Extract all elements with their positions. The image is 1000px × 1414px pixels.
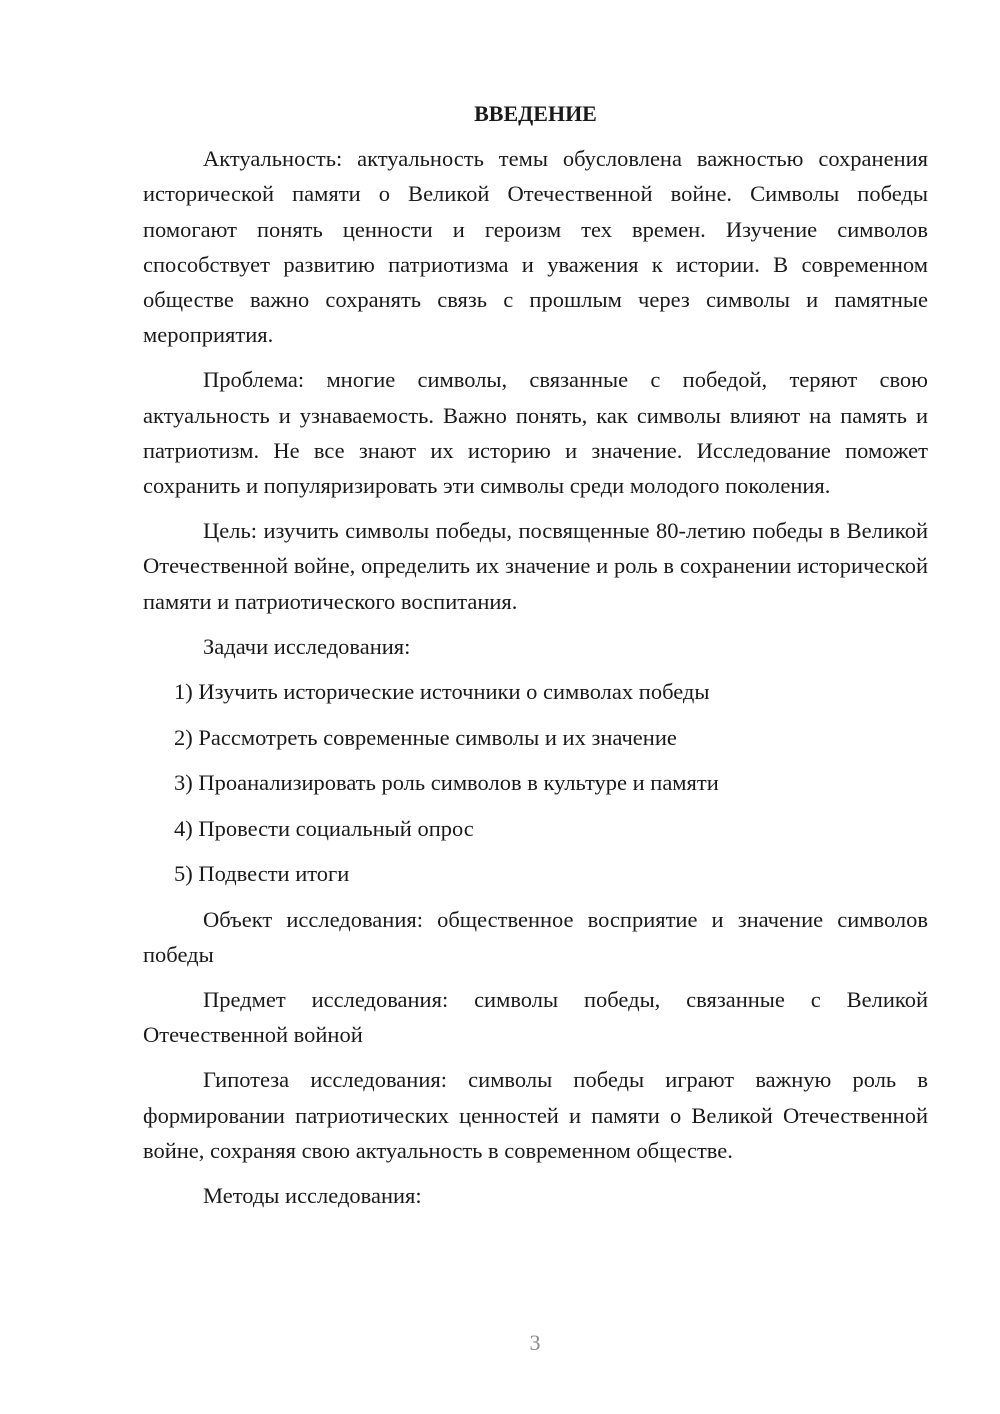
- task-item-1: 1) Изучить исторические источники о символах победы: [174, 679, 710, 705]
- methods-heading: Методы исследования:: [203, 1182, 422, 1208]
- tasks-list: [143, 674, 928, 891]
- task-item-5: 5) Подвести итоги: [174, 861, 350, 887]
- page-content: [143, 96, 928, 1223]
- subject-paragraph: Предмет исследования: символы победы, связанные с Великой Отечественной войной: [143, 986, 928, 1048]
- section-title: ВВЕДЕНИЕ: [474, 101, 597, 126]
- relevance-paragraph: Актуальность: актуальность темы обусловлена важностью сохранения исторической памяти о Великой Отечественной войне. Символы победы помогают понять ценности и героизм тех времен. Изучение символов способствует развитию патриотизма и уважения к истории. В современном обществе важно сохранять связь с прошлым через символы и памятные мероприятия.: [143, 146, 928, 348]
- page-number: 3: [529, 1330, 541, 1355]
- hypothesis-paragraph: Гипотеза исследования: символы победы играют важную роль в формировании патриотических ценностей и памяти о Великой Отечественной войне, сохраняя свою актуальность в современном обществе.: [143, 1067, 928, 1163]
- problem-paragraph: Проблема: многие символы, связанные с победой, теряют свою актуальность и узнаваемость. Важно понять, как символы влияют на память и патриотизм. Не все знают их историю и значение. Исследование поможет сохранить и популяризировать эти символы среди молодого поколения.: [143, 367, 928, 499]
- object-paragraph: Объект исследования: общественное восприятие и значение символов победы: [143, 906, 928, 967]
- tasks-heading: Задачи исследования:: [203, 633, 411, 659]
- task-item-3: 3) Проанализировать роль символов в культуре и памяти: [174, 770, 719, 796]
- goal-paragraph: Цель: изучить символы победы, посвященные 80-летию победы в Великой Отечественной войне, определить их значение и роль в сохранении исторической памяти и патриотического воспитания.: [143, 518, 928, 614]
- task-item-4: 4) Провести социальный опрос: [174, 815, 474, 841]
- task-item-2: 2) Рассмотреть современные символы и их значение: [174, 724, 677, 750]
